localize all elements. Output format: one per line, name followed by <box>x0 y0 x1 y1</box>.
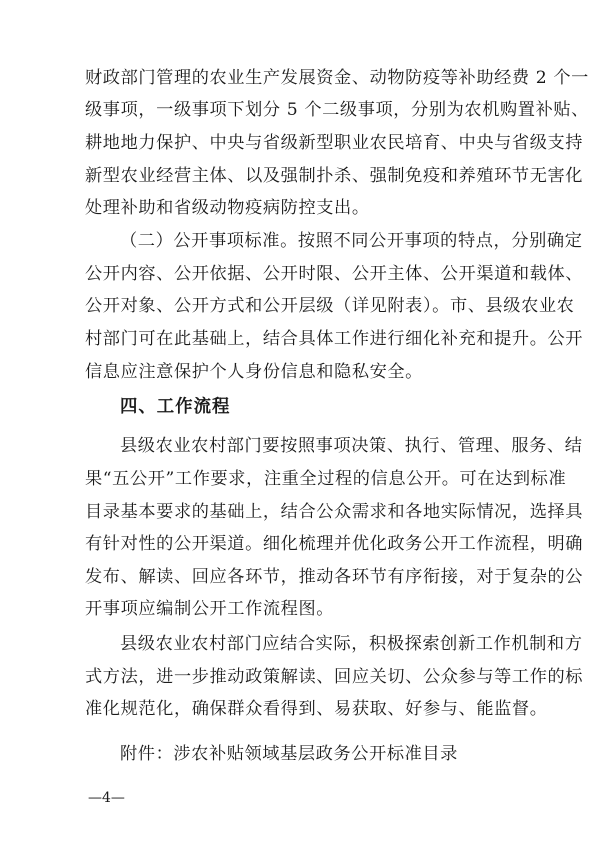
text-line: 开事项应编制公开工作流程图。 <box>85 599 335 619</box>
text-line: （二）公开事项标准。按照不同公开事项的特点，分别确定 <box>120 231 583 251</box>
text-line: 有针对性的公开渠道。细化梳理并优化政务公开工作流程，明确 <box>85 534 584 554</box>
text-line: 目录基本要求的基础上，结合公众需求和各地实际情况，选择具 <box>85 502 584 522</box>
text-line: 县级农业农村部门应结合实际，积极探索创新工作机制和方 <box>120 634 583 654</box>
text-line: 准化规范化，确保群众看得到、易获取、好参与、能监督。 <box>85 699 548 719</box>
text-line: 信息应注意保护个人身份信息和隐私安全。 <box>85 362 423 382</box>
text-line: 果“五公开”工作要求，注重全过程的信息公开。可在达到标准 <box>85 469 567 489</box>
section-heading: 四、工作流程 <box>120 397 231 417</box>
text-line: 发布、解读、回应各环节，推动各环节有序衔接，对于复杂的公 <box>85 567 584 587</box>
attachment-line: 附件：涉农补贴领域基层政务公开标准目录 <box>120 744 458 764</box>
text-line: 县级农业农村部门要按照事项决策、执行、管理、服务、结 <box>120 436 583 456</box>
text-line: 级事项，一级事项下划分 5 个二级事项，分别为农机购置补贴、 <box>85 100 589 120</box>
text-line: 公开内容、公开依据、公开时限、公开主体、公开渠道和载体、 <box>85 264 584 284</box>
text-line: 耕地地力保护、中央与省级新型职业农民培育、中央与省级支持 <box>85 133 584 153</box>
text-line: 新型农业经营主体、以及强制扑杀、强制免疫和养殖环节无害化 <box>85 166 584 186</box>
page-number: —4— <box>88 790 125 806</box>
text-line: 村部门可在此基础上，结合具体工作进行细化补充和提升。公开 <box>85 329 584 349</box>
text-line: 财政部门管理的农业生产发展资金、动物防疫等补助经费 2 个一 <box>85 68 589 88</box>
text-line: 公开对象、公开方式和公开层级（详见附表）。市、县级农业农 <box>85 296 575 316</box>
text-line: 式方法，进一步推动政策解读、回应关切、公众参与等工作的标 <box>85 667 584 687</box>
text-line: 处理补助和省级动物疫病防控支出。 <box>85 198 370 218</box>
